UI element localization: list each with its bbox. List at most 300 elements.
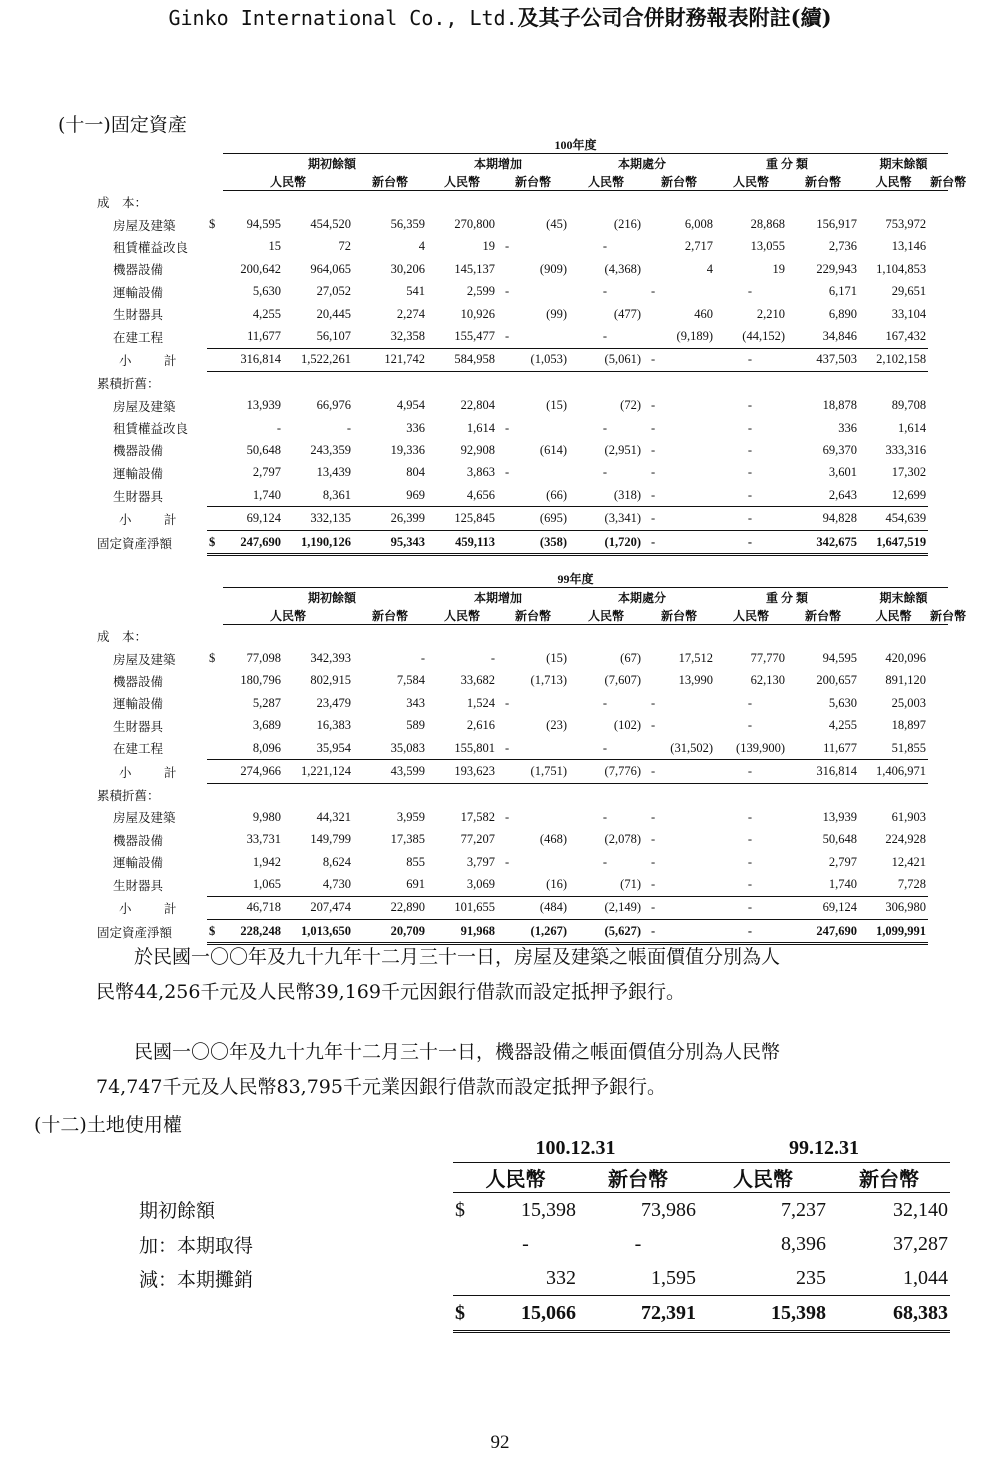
table-cell: 69,124 — [223, 507, 283, 530]
table-cell: - — [505, 239, 510, 254]
table-cell: (695) — [497, 507, 569, 530]
table-row — [95, 258, 948, 280]
table-cell: - — [715, 507, 787, 530]
table-cell: - — [643, 348, 715, 371]
table-cell: 969 — [353, 484, 427, 507]
table-cell: (468) — [539, 832, 567, 847]
currency-ntd: 新台幣 — [787, 606, 859, 625]
table-cell: 1,104,853 — [876, 261, 927, 276]
subtotal-row — [95, 348, 948, 371]
table-cell: - — [569, 737, 643, 760]
table-cell: 13,055 — [750, 239, 785, 254]
table-cell: (909) — [539, 261, 567, 276]
table-cell: 50,648 — [246, 442, 281, 457]
currency-ntd: 新台幣 — [353, 172, 427, 191]
table-cell: 101,655 — [427, 896, 497, 919]
table-cell: 13,939 — [822, 809, 857, 824]
table-row — [95, 737, 948, 760]
cell — [207, 303, 223, 325]
table-cell: 964,065 — [310, 261, 351, 276]
table-cell: - — [747, 420, 753, 435]
table-row — [95, 236, 948, 258]
table-cell: 94,828 — [787, 507, 859, 530]
table-cell: (15) — [546, 398, 567, 413]
section-11-title: (十一)固定資產 — [58, 114, 187, 136]
table-cell: - — [505, 809, 510, 824]
table-cell: 167,432 — [859, 325, 928, 348]
table-cell: 156,917 — [816, 217, 857, 232]
note-2-line-2: 74,747千元及人民幣83,795千元業因銀行借款而設定抵押予銀行。 — [96, 1076, 666, 1098]
table-cell: 3,959 — [396, 809, 425, 824]
currency-rmb: 人民幣 — [223, 606, 353, 625]
table-cell: 19,336 — [390, 442, 425, 457]
row-label: 房屋及建築 — [113, 399, 176, 414]
table-cell: - — [747, 854, 753, 869]
year-label: 99年度 — [557, 572, 594, 586]
table-cell: 33,682 — [460, 673, 495, 688]
table-cell: 2,736 — [828, 239, 857, 254]
table-cell: 2,643 — [787, 484, 859, 507]
table-cell: 11,677 — [787, 737, 859, 760]
cell — [207, 439, 223, 461]
table-row — [95, 325, 948, 348]
table-row — [95, 806, 948, 828]
table-cell: 17,582 — [460, 809, 495, 824]
table-cell: 77,207 — [460, 832, 495, 847]
land-value: 332 — [473, 1261, 578, 1296]
table-cell: 270,800 — [454, 217, 495, 232]
land-currency-ntd-2010: 新台幣 — [828, 1163, 950, 1193]
table-cell: 23,479 — [316, 695, 351, 710]
group-header: 期末餘額 — [859, 588, 948, 607]
table-row — [95, 873, 948, 896]
cell — [207, 737, 223, 760]
table-cell: 7,584 — [396, 673, 425, 688]
table-cell: 20,709 — [353, 920, 427, 944]
table-cell: (484) — [497, 896, 569, 919]
table-cell: 92,908 — [460, 442, 495, 457]
table-cell: (72) — [620, 398, 641, 413]
table-cell: - — [651, 465, 656, 480]
cost-label: 成 本： — [97, 630, 148, 645]
land-row-label: 期初餘額 — [139, 1200, 216, 1223]
table-cell: 454,520 — [310, 217, 351, 232]
table-cell: 437,503 — [787, 348, 859, 371]
section-label-row — [95, 625, 948, 648]
table-cell: - — [497, 325, 569, 348]
table-cell: - — [651, 695, 656, 710]
table-cell: - — [420, 651, 425, 666]
dollar-sign: $ — [453, 1296, 473, 1332]
row-label: 小 計 — [119, 901, 187, 916]
row-label: 固定資產淨額 — [97, 925, 173, 940]
land-row — [95, 1227, 950, 1261]
table-cell: 155,477 — [427, 325, 497, 348]
currency-header-row — [95, 606, 948, 625]
table-cell: 35,954 — [283, 737, 353, 760]
row-label: 機器設備 — [113, 444, 164, 459]
table-cell: 17,512 — [678, 651, 713, 666]
table-cell: 1,522,261 — [283, 348, 353, 371]
row-label: 運輸設備 — [113, 466, 164, 481]
cell — [207, 417, 223, 439]
group-header: 重 分 類 — [715, 154, 859, 173]
table-cell: - — [715, 530, 787, 554]
land-value: - — [634, 1232, 642, 1255]
table-row — [95, 395, 948, 417]
table-cell: - — [715, 920, 787, 944]
cell — [207, 873, 223, 896]
table-cell: - — [651, 718, 656, 733]
table-cell: - — [602, 284, 608, 299]
table-cell: 1,013,650 — [283, 920, 353, 944]
cell — [207, 236, 223, 258]
table-cell: 56,107 — [283, 325, 353, 348]
table-cell: 3,069 — [427, 873, 497, 896]
table-cell: 27,052 — [316, 284, 351, 299]
table-row — [95, 851, 948, 873]
year-header-row — [95, 570, 948, 588]
table-cell: 6,890 — [828, 306, 857, 321]
cell — [207, 670, 223, 692]
table-cell: - — [747, 809, 753, 824]
table-cell: 2,102,158 — [859, 348, 928, 371]
table-cell: - — [715, 896, 787, 919]
land-value: 15,398 — [521, 1198, 576, 1221]
table-cell: 459,113 — [427, 530, 497, 554]
table-cell: (99) — [546, 306, 567, 321]
fixed-assets-table-2010 — [95, 570, 967, 945]
table-cell: 855 — [406, 854, 425, 869]
table-cell: - — [505, 465, 510, 480]
table-cell: - — [651, 832, 656, 847]
table-cell: 62,130 — [750, 673, 785, 688]
table-cell: (1,267) — [497, 920, 569, 944]
table-cell: 13,990 — [678, 673, 713, 688]
table-cell: - — [505, 854, 510, 869]
table-cell: 66,976 — [316, 398, 351, 413]
land-value: 1,044 — [828, 1261, 950, 1296]
table-cell: (23) — [546, 718, 567, 733]
table-cell: (5,061) — [569, 348, 643, 371]
table-cell: 2,717 — [684, 239, 713, 254]
land-total-value: 15,066 — [473, 1296, 578, 1332]
table-cell: 6,171 — [828, 284, 857, 299]
subtotal-row — [95, 507, 948, 530]
table-cell: 95,343 — [353, 530, 427, 554]
table-cell: 125,845 — [427, 507, 497, 530]
group-header: 本期處分 — [569, 588, 715, 607]
table-cell: 51,855 — [859, 737, 928, 760]
net-total-row — [95, 530, 948, 554]
table-cell: 61,903 — [891, 809, 927, 824]
table-cell: 1,099,991 — [859, 920, 928, 944]
table-cell: - — [643, 507, 715, 530]
cell — [207, 829, 223, 851]
table-cell: 30,206 — [390, 261, 425, 276]
year-label: 100年度 — [554, 138, 597, 152]
table-cell: - — [747, 398, 753, 413]
header-title: 及其子公司合併財務報表附註(續) — [517, 5, 832, 30]
row-label: 運輸設備 — [113, 285, 164, 300]
currency-rmb: 人民幣 — [859, 172, 928, 191]
table-cell: (358) — [497, 530, 569, 554]
table-cell: 20,445 — [316, 306, 351, 321]
table-cell: 332,135 — [283, 507, 353, 530]
table-cell: 3,689 — [252, 718, 281, 733]
table-cell: 460 — [694, 306, 713, 321]
table-cell: (67) — [620, 651, 641, 666]
table-cell: - — [602, 465, 608, 480]
row-label: 生財器具 — [113, 489, 164, 504]
row-label: 生財器具 — [113, 878, 164, 893]
table-cell: 802,915 — [310, 673, 351, 688]
table-cell: 43,599 — [353, 760, 427, 783]
table-cell: 11,677 — [223, 325, 283, 348]
group-header-row — [95, 154, 948, 173]
table-cell: 77,770 — [750, 651, 785, 666]
table-cell: 229,943 — [816, 261, 857, 276]
group-header: 期初餘額 — [223, 588, 427, 607]
table-row — [95, 439, 948, 461]
table-cell: 7,728 — [859, 873, 928, 896]
table-cell: 180,796 — [240, 673, 281, 688]
table-cell: (1,053) — [497, 348, 569, 371]
dollar-sign: $ — [207, 530, 223, 554]
table-cell: (1,751) — [497, 760, 569, 783]
table-cell: 145,137 — [454, 261, 495, 276]
table-cell: 4,730 — [283, 873, 353, 896]
cell — [207, 258, 223, 280]
table-cell: - — [747, 695, 753, 710]
table-cell: (31,502) — [643, 737, 715, 760]
land-value: - — [522, 1232, 529, 1255]
table-cell: 5,630 — [828, 695, 857, 710]
table-cell: 15 — [268, 239, 281, 254]
currency-rmb: 人民幣 — [427, 606, 497, 625]
table-cell: 46,718 — [223, 896, 283, 919]
table-cell: - — [602, 809, 608, 824]
table-cell: - — [602, 420, 608, 435]
table-cell: - — [747, 718, 753, 733]
group-header: 重 分 類 — [715, 588, 859, 607]
group-header-row — [95, 588, 948, 607]
land-value: 8,396 — [781, 1232, 826, 1255]
table-cell: 342,393 — [310, 651, 351, 666]
currency-ntd: 新台幣 — [643, 606, 715, 625]
table-cell: 1,614 — [897, 420, 927, 435]
table-cell: 891,120 — [885, 673, 927, 688]
table-cell: 316,814 — [223, 348, 283, 371]
table-cell: (45) — [546, 217, 567, 232]
cell — [95, 570, 223, 588]
table-cell: 77,098 — [246, 651, 281, 666]
table-cell: - — [747, 832, 753, 847]
section-label-row — [95, 191, 948, 214]
table-cell: 2,599 — [466, 284, 495, 299]
table-cell: - — [651, 854, 656, 869]
table-row — [95, 829, 948, 851]
land-use-rights-table — [95, 1134, 950, 1333]
table-cell: - — [651, 420, 656, 435]
table-cell: 1,190,126 — [283, 530, 353, 554]
table-cell: (477) — [613, 306, 641, 321]
table-cell: 9,980 — [252, 809, 281, 824]
table-cell: (2,078) — [604, 832, 641, 847]
currency-ntd: 新台幣 — [928, 606, 948, 625]
table-cell: 50,648 — [822, 832, 857, 847]
table-cell: - — [715, 348, 787, 371]
table-cell: 333,316 — [885, 442, 927, 457]
row-label: 機器設備 — [113, 833, 164, 848]
table-cell: 34,846 — [787, 325, 859, 348]
table-cell: - — [643, 920, 715, 944]
table-cell: 207,474 — [283, 896, 353, 919]
table-cell: 1,647,519 — [859, 530, 928, 554]
table-cell: 5,287 — [252, 695, 281, 710]
table-cell: (4,368) — [604, 261, 641, 276]
table-cell: (7,607) — [604, 673, 641, 688]
table-cell: 336 — [406, 420, 425, 435]
table-cell: - — [505, 695, 510, 710]
table-cell: 8,361 — [283, 484, 353, 507]
table-cell: 200,642 — [240, 261, 281, 276]
table-cell: 16,383 — [316, 718, 351, 733]
table-cell: (614) — [539, 442, 567, 457]
dollar-sign: $ — [209, 651, 216, 666]
table-cell: 316,814 — [787, 760, 859, 783]
table-cell: 691 — [353, 873, 427, 896]
table-cell: 247,690 — [787, 920, 859, 944]
fixed-assets-table-2011 — [95, 136, 967, 556]
currency-rmb: 人民幣 — [427, 172, 497, 191]
table-cell: - — [643, 896, 715, 919]
table-cell: 4,255 — [828, 718, 857, 733]
table-cell: - — [651, 809, 656, 824]
table-cell: (216) — [613, 217, 641, 232]
currency-rmb: 人民幣 — [569, 606, 643, 625]
land-value: 73,986 — [641, 1198, 696, 1221]
cell — [207, 484, 223, 507]
table-cell: - — [497, 737, 569, 760]
currency-ntd: 新台幣 — [497, 172, 569, 191]
row-label: 小 計 — [119, 353, 187, 368]
row-label: 生財器具 — [113, 719, 164, 734]
row-label: 房屋及建築 — [113, 652, 176, 667]
currency-rmb: 人民幣 — [859, 606, 928, 625]
table-cell: 12,699 — [859, 484, 928, 507]
land-row-label: 減：本期攤銷 — [139, 1268, 254, 1291]
table-cell: 22,804 — [460, 398, 495, 413]
table-cell: 1,065 — [223, 873, 283, 896]
table-cell: 804 — [406, 465, 425, 480]
table-cell: 1,740 — [787, 873, 859, 896]
table-cell: - — [651, 442, 656, 457]
cell — [207, 395, 223, 417]
note-1-line-1: 於民國一〇〇年及九十九年十二月三十一日，房屋及建築之帳面價值分別為人 — [134, 946, 781, 968]
table-cell: (9,189) — [643, 325, 715, 348]
table-cell: 1,942 — [252, 854, 281, 869]
group-header: 本期處分 — [569, 154, 715, 173]
row-label: 生財器具 — [113, 308, 164, 323]
table-cell: - — [715, 760, 787, 783]
table-cell: 35,083 — [353, 737, 427, 760]
table-cell: 44,321 — [316, 809, 351, 824]
table-cell: 69,370 — [822, 442, 857, 457]
table-cell: - — [505, 420, 510, 435]
row-label: 租賃權益改良 — [113, 240, 189, 255]
table-cell: 17,385 — [390, 832, 425, 847]
table-cell: 541 — [406, 284, 425, 299]
table-row — [95, 647, 948, 669]
currency-ntd: 新台幣 — [787, 172, 859, 191]
table-cell: 1,614 — [466, 420, 495, 435]
table-cell: 2,616 — [466, 718, 495, 733]
cell — [95, 154, 223, 173]
table-cell: 224,928 — [885, 832, 927, 847]
table-cell: (3,341) — [569, 507, 643, 530]
cell — [95, 136, 223, 154]
table-cell: 4,255 — [252, 306, 281, 321]
accum-label: 累積折舊： — [97, 377, 160, 392]
table-cell: (5,627) — [569, 920, 643, 944]
row-label: 在建工程 — [113, 742, 164, 757]
table-cell: 2,797 — [828, 854, 857, 869]
land-row — [95, 1193, 950, 1228]
table-cell: 28,868 — [750, 217, 785, 232]
table-cell: 193,623 — [427, 760, 497, 783]
currency-ntd: 新台幣 — [353, 606, 427, 625]
table-cell: 4 — [418, 239, 425, 254]
subtotal-row — [95, 896, 948, 919]
table-cell: 420,096 — [885, 651, 927, 666]
table-cell: 29,651 — [891, 284, 927, 299]
table-cell: 8,624 — [322, 854, 351, 869]
table-cell: 753,972 — [885, 217, 927, 232]
table-cell: 2,210 — [756, 306, 785, 321]
land-row-label: 加：本期取得 — [139, 1234, 254, 1257]
table-cell: 200,657 — [816, 673, 857, 688]
year-header-row — [95, 136, 948, 154]
table-cell: 18,878 — [822, 398, 857, 413]
table-cell: - — [643, 760, 715, 783]
table-cell: 91,968 — [427, 920, 497, 944]
table-cell: 94,595 — [246, 217, 281, 232]
table-cell: (1,720) — [569, 530, 643, 554]
row-label: 機器設備 — [113, 263, 164, 278]
dollar-sign: $ — [455, 1198, 465, 1221]
land-currency-rmb-2010: 人民幣 — [698, 1163, 828, 1193]
table-cell: 19 — [482, 239, 495, 254]
table-cell: 56,359 — [390, 217, 425, 232]
cell — [207, 281, 223, 303]
row-label: 運輸設備 — [113, 697, 164, 712]
table-cell: 19 — [772, 261, 785, 276]
table-cell: 13,439 — [316, 465, 351, 480]
land-currency-rmb-2011: 人民幣 — [453, 1163, 578, 1193]
table-cell: (16) — [497, 873, 569, 896]
table-cell: 4,656 — [427, 484, 497, 507]
land-value: 37,287 — [893, 1232, 948, 1255]
land-total-value: 72,391 — [578, 1296, 698, 1332]
land-total-value: 68,383 — [828, 1296, 950, 1332]
table-cell: - — [715, 484, 787, 507]
group-header: 本期增加 — [427, 588, 569, 607]
row-label: 房屋及建築 — [113, 811, 176, 826]
table-cell: 243,359 — [310, 442, 351, 457]
table-cell: 2,797 — [252, 465, 281, 480]
row-label: 機器設備 — [113, 674, 164, 689]
